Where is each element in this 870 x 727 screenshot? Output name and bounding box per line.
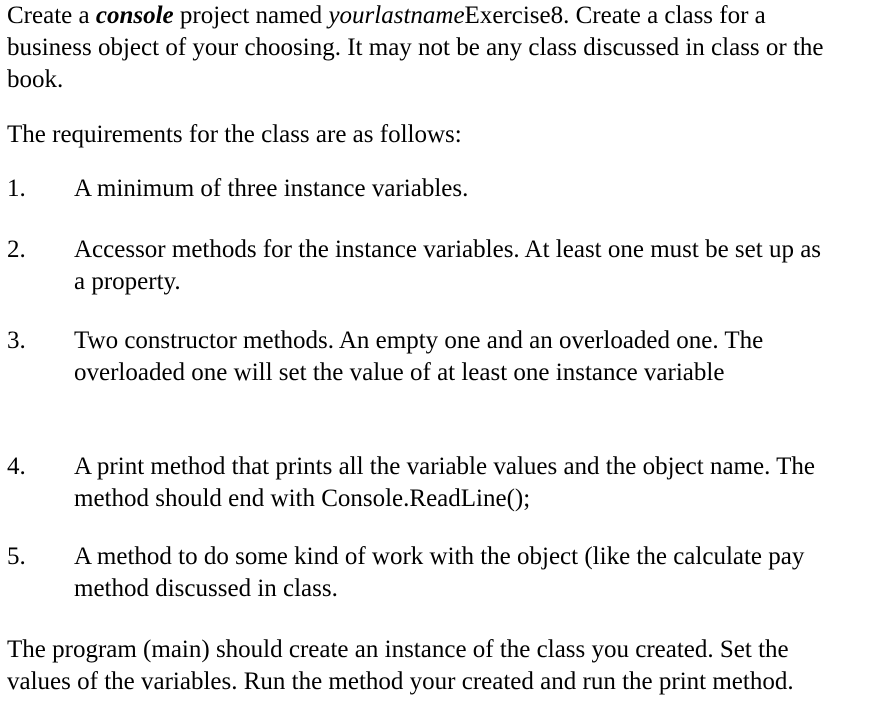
lastname-emphasis: yourlastname bbox=[328, 2, 465, 29]
requirement-text: Accessor methods for the instance variables. At least one must be set up as a property. bbox=[74, 236, 822, 295]
requirement-number: 4. bbox=[7, 453, 26, 480]
intro-text-3: Exercise8. Create a class for a business object of your choosing. It may not be any class discussed in class or the book. bbox=[7, 2, 824, 93]
intro-text-2: project named bbox=[173, 2, 329, 29]
requirement-number: 5. bbox=[7, 543, 26, 570]
requirement-text: A minimum of three instance variables. bbox=[74, 175, 469, 202]
requirement-number: 3. bbox=[7, 327, 26, 354]
intro-paragraph bbox=[7, 0, 827, 96]
console-emphasis: console bbox=[95, 2, 174, 29]
requirement-text: A print method that prints all the variable values and the object name. The method should end with Console.ReadLine(); bbox=[74, 453, 815, 512]
requirement-text: Two constructor methods. An empty one and an overloaded one. The overloaded one will set the value of at least one instance variable bbox=[74, 327, 764, 386]
requirement-text: A method to do some kind of work with the object (like the calculate pay method discussed in class. bbox=[74, 543, 805, 602]
requirements-heading: The requirements for the class are as follows: bbox=[7, 121, 462, 148]
intro-text-1: Create a bbox=[7, 2, 96, 29]
requirement-number: 2. bbox=[7, 236, 26, 263]
requirement-number: 1. bbox=[7, 175, 26, 202]
closing-paragraph: The program (main) should create an instance of the class you created. Set the values of the variables. Run the method your created and run the print method. bbox=[7, 636, 794, 695]
